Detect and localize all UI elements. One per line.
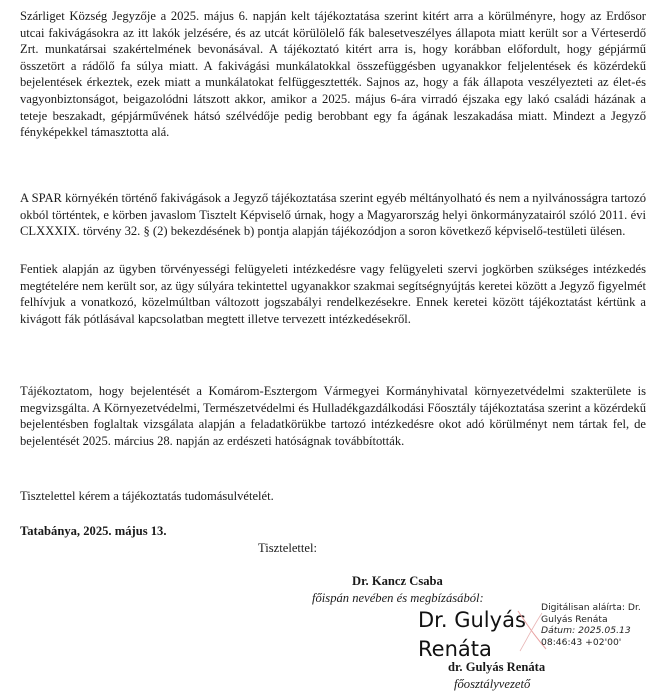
- paragraph-spar-felling: A SPAR környékén történő fakivágások a Jegyző tájékoztatása szerint egyéb méltányolható és nem a nyilvánosságra tartozó okból történtek, e körben javaslom Tisztelt Képviselő úrnak, hogy a Magyarország helyi önkormányzatairól szóló 2011. évi CLXXXIX. törvény 32. § (2) bekezdésének b) pontja alapján tájékozódjon a soron következő képviselő-testületi ülésen.: [20, 191, 646, 239]
- paragraph-environmental-review: Tájékoztatom, hogy bejelentését a Komárom-Esztergom Vármegyei Kormányhivatal környezetvédelmi szakterülete is megvizsgálta. A Környezetvédelmi, Természetvédelmi és Hulladékgazdálkodási Főosztály tájékoztatása szerint a közérdekű bejelentésben foglaltak vizsgálata alapján a feladatkörükbe tartozó intézkedésre okot adó körülményt nem tártak fel, de bejelentését 2025. március 28. napján az erdészeti hatóságnak továbbították.: [20, 384, 646, 448]
- digital-signature-name: [418, 606, 526, 664]
- greeting: Tisztelettel:: [258, 541, 318, 555]
- closing-sentence: Tisztelettel kérem a tájékoztatás tudomásulvételét.: [20, 489, 274, 503]
- signer-name: Dr. Kancz Csaba: [352, 574, 443, 588]
- signature-name-first: Dr. Gulyás: [418, 608, 526, 632]
- paragraph-supervision-measures: Fentiek alapján az ügyben törvényességi felügyeleti intézkedésre vagy felügyeleti szervi jogkörben szükséges intézkedés megtételére nem került sor, az ügy súlyára tekintettel ugyanakkor szakmai segítségnyújtás keretei között a Jegyző figyelmét felhívjuk a vonatkozó, közelmúltban változott jogszabályi rendelkezésekre. Ennek keretei között tájékoztatást kértünk a kivágott fák pótlásával kapcsolatban megtett illetve tervezett intézkedésekről.: [20, 262, 646, 326]
- digital-signed-by: Digitálisan aláírta: Dr.: [541, 602, 641, 613]
- paragraph-tree-felling-report: Szárliget Község Jegyzője a 2025. május 6. napján kelt tájékoztatása szerint kitért arra a körülményre, hogy az Erdősor utcai fakivágásokra az itt lakók jelzésére, és az utcát körülölelő fák balesetveszélyes állapota miatt került sor a Vérteserdő Zrt. munkatársai szakértelmének bevonásával. A tájékoztató kitért arra is, hogy korábban előfordult, hogy gépjármű összetört a rádőlő fa súlya miatt. A fakivágási munkálatokkal összefüggésben ugyanakkor feljelentések és közérdekű bejelentések érkeztek, ezek miatt a munkálatokat felfüggesztették. Sajnos az, hogy a fák állapota veszélyezteti az élet-és vagyonbiztonságot, beigazolódni látszott akkor, amikor a 2025. május 6-ára virradó éjszaka egy lakó családi házának a teteje beszakadt, gépjárművének hátsó szélvédője pedig berobbant egy fa ágának leszakadása miatt. Mindezt a Jegyző fényképekkel támasztotta alá.: [20, 9, 646, 140]
- second-signer-name: dr. Gulyás Renáta: [448, 660, 546, 674]
- signer-role: főosztályvezető: [454, 677, 531, 691]
- digital-time: 08:46:43 +02'00': [541, 636, 622, 648]
- signature-name-second: Renáta: [418, 637, 492, 661]
- place-and-date: Tatabánya, 2025. május 13.: [20, 524, 167, 538]
- on-behalf-line: főispán nevében és megbízásából:: [312, 591, 484, 605]
- digital-signature-stamp: [541, 602, 641, 648]
- digital-signer-name: Gulyás Renáta: [541, 613, 608, 625]
- digital-date: Dátum: 2025.05.13: [541, 625, 631, 637]
